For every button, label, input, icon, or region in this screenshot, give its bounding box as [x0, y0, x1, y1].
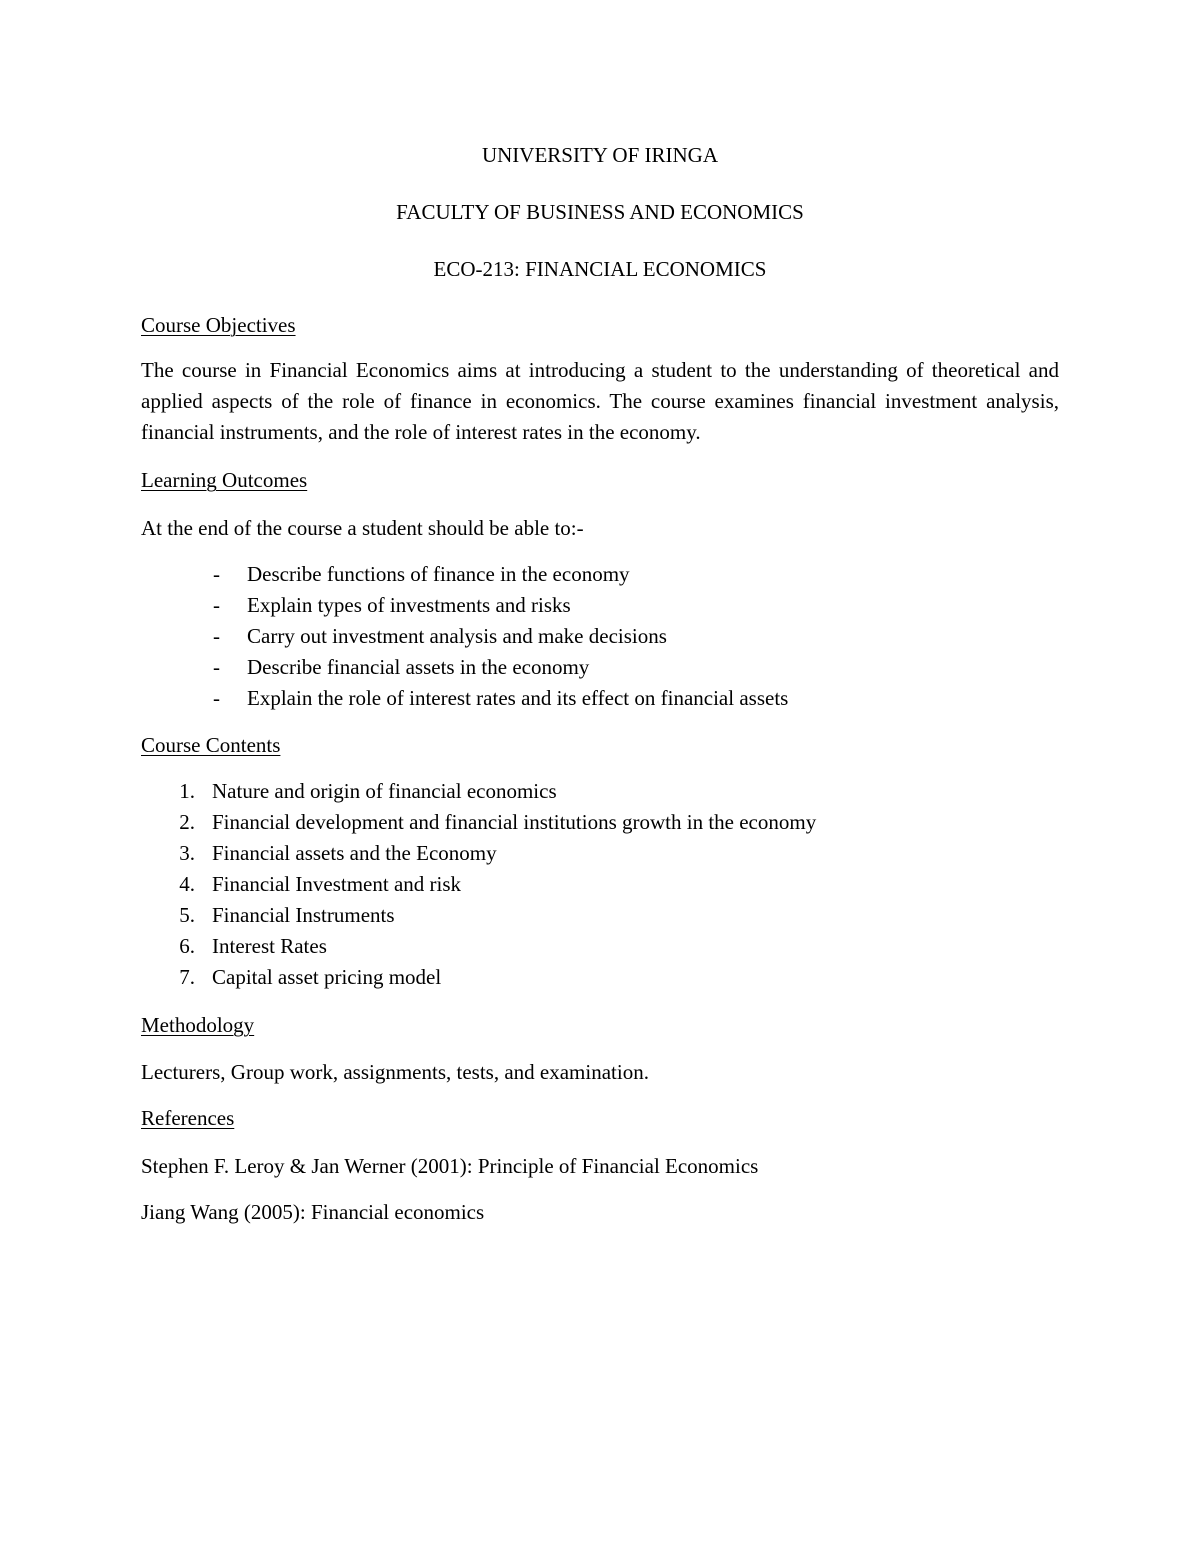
content-text: Financial Instruments [212, 903, 395, 927]
outcome-text: Explain the role of interest rates and its effect on financial assets [247, 686, 789, 710]
item-number: 4. [179, 872, 195, 896]
dash-bullet: - [213, 686, 220, 710]
learning-outcomes-heading: Learning Outcomes [141, 468, 308, 492]
reference-item: Stephen F. Leroy & Jan Werner (2001): Principle of Financial Economics [141, 1154, 759, 1178]
dash-bullet: - [213, 624, 220, 648]
content-text: Financial development and financial institutions growth in the economy [212, 810, 817, 834]
faculty-title: FACULTY OF BUSINESS AND ECONOMICS [396, 200, 804, 224]
methodology-heading: Methodology [141, 1013, 255, 1037]
item-number: 7. [179, 965, 195, 989]
content-text: Nature and origin of financial economics [212, 779, 557, 803]
item-number: 1. [179, 779, 195, 803]
item-number: 3. [179, 841, 195, 865]
dash-bullet: - [213, 655, 220, 679]
course-objectives-heading: Course Objectives [141, 313, 296, 337]
content-text: Financial assets and the Economy [212, 841, 497, 865]
outcome-text: Carry out investment analysis and make decisions [247, 624, 667, 648]
university-title: UNIVERSITY OF IRINGA [481, 143, 719, 167]
references-heading: References [141, 1106, 235, 1130]
dash-bullet: - [213, 593, 220, 617]
content-text: Capital asset pricing model [212, 965, 442, 989]
course-objectives-text: The course in Financial Economics aims at introducing a student to the understanding of theoretical and applied aspects of the role of finance in economics. The course examines financial investment analysis, financial instruments, and the role of interest rates in the economy. [141, 358, 1059, 444]
outcome-text: Describe functions of finance in the economy [247, 562, 630, 586]
content-text: Financial Investment and risk [212, 872, 462, 896]
outcome-text: Explain types of investments and risks [247, 593, 571, 617]
course-title: ECO-213: FINANCIAL ECONOMICS [433, 257, 767, 281]
methodology-text: Lecturers, Group work, assignments, tests, and examination. [141, 1060, 649, 1084]
item-number: 5. [179, 903, 195, 927]
content-text: Interest Rates [212, 934, 327, 958]
item-number: 2. [179, 810, 195, 834]
outcome-text: Describe financial assets in the economy [247, 655, 590, 679]
item-number: 6. [179, 934, 195, 958]
dash-bullet: - [213, 562, 220, 586]
learning-outcomes-intro: At the end of the course a student should be able to:- [141, 516, 584, 540]
reference-item: Jiang Wang (2005): Financial economics [141, 1200, 485, 1224]
course-contents-heading: Course Contents [141, 733, 281, 757]
